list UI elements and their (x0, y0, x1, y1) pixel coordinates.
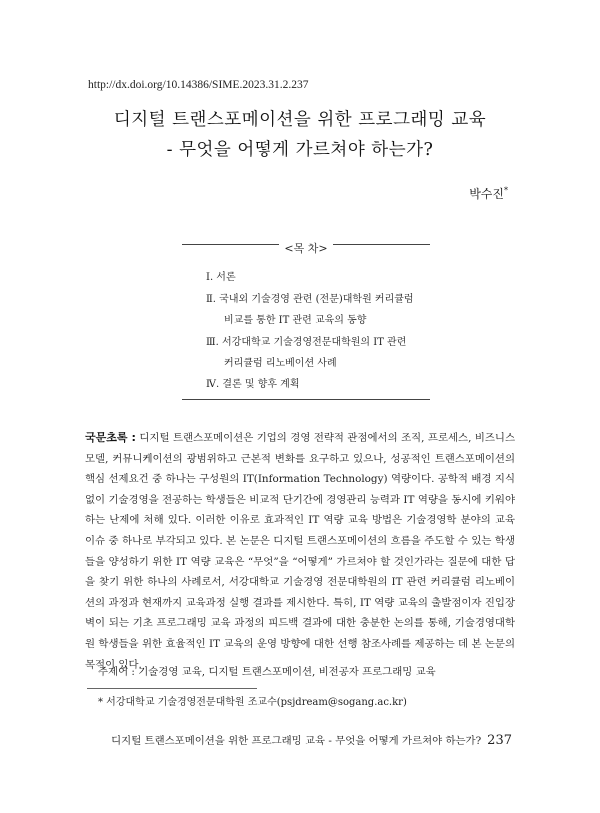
korean-abstract (85, 428, 515, 675)
toc-heading-wrap (182, 237, 430, 256)
toc-item-4: Ⅳ. 결론 및 향후 계획 (206, 379, 300, 390)
toc-item-2-cont: 비교를 통한 IT 관련 교육의 동향 (224, 315, 367, 326)
paper-title-line-1: 디지털 트랜스포메이션을 위한 프로그래밍 교육 (113, 110, 487, 130)
toc-item-3: Ⅲ. 서강대학교 기술경영전문대학원의 IT 관련 (206, 337, 407, 348)
toc-item-1: Ⅰ. 서론 (206, 272, 236, 283)
running-footer-title: 디지털 트랜스포메이션을 위한 프로그래밍 교육 - 무엇을 어떻게 가르쳐야 하는가? (111, 735, 482, 747)
author-footnote-mark: * (504, 186, 508, 195)
table-of-contents (182, 244, 430, 400)
toc-heading: <목 차> (279, 242, 332, 255)
toc-item-2: Ⅱ. 국내외 기술경영 관련 (전문)대학원 커리큘럼 (206, 294, 414, 305)
paper-title-line-2: - 무엇을 어떻게 가르쳐야 하는가? (166, 140, 434, 160)
toc-item-3-cont: 커리큘럼 리노베이션 사례 (224, 358, 337, 369)
running-footer (111, 732, 512, 748)
doi-link[interactable]: http://dx.doi.org/10.14386/SIME.2023.31.2.237 (88, 79, 309, 91)
keywords: 주제어 : 기술경영 교육, 디지털 트랜스포메이션, 비전공자 프로그래밍 교육 (98, 666, 436, 678)
footnote-divider (87, 688, 257, 689)
author-name: 박수진 (469, 187, 504, 201)
author (469, 185, 508, 202)
abstract-text: 디지털 트랜스포메이션은 기업의 경영 전략적 관점에서의 조직, 프로세스, 비즈니스 모델, 커뮤니케이션의 광범위하고 근본적 변화를 요구하고 있으나, 성공적인 트랜스포메이션의 핵심 선제요건 중 하나는 구성원의 IT(Information Technology) 역량이다. 공학적 배경 지식 없이 기술경영을 전공하는 학생들은 비교적 단기간에 경영관리 능력과 IT 역량을 동시에 키워야 하는 난제에 처해 있다. 이러한 이유로 효과적인 IT 역량 교육 방법은 기술경영학 분야의 교육 이슈 중 하나로 부각되고 있다. 본 논문은 디지털 트랜스포메이션의 흐름을 주도할 수 있는 학생들을 양성하기 위한 IT 역량 교육은 “무엇”을 “어떻게” 가르쳐야 할 것인가라는 질문에 대한 답을 찾기 위한 하나의 사례로서, 서강대학교 기술경영 전문대학원의 IT 관련 커리큘럼 리노베이션의 과정과 현재까지 교육과정 실행 결과를 제시한다. 특히, IT 역량 교육의 출발점이자 진입장벽이 되는 기초 프로그래밍 교육 과정의 피드백 결과에 대한 충분한 논의를 통해, 기술경영대학원 학생들을 위한 효율적인 IT 교육의 운영 방향에 대한 선행 참조사례를 제공하는 데 본 논문의 목적이 있다. (85, 432, 515, 671)
abstract-label: 국문초록 : (85, 431, 136, 444)
page-number: 237 (487, 733, 512, 748)
author-footnote: * 서강대학교 기술경영전문대학원 조교수(psjdream@sogang.ac.kr) (98, 697, 407, 708)
